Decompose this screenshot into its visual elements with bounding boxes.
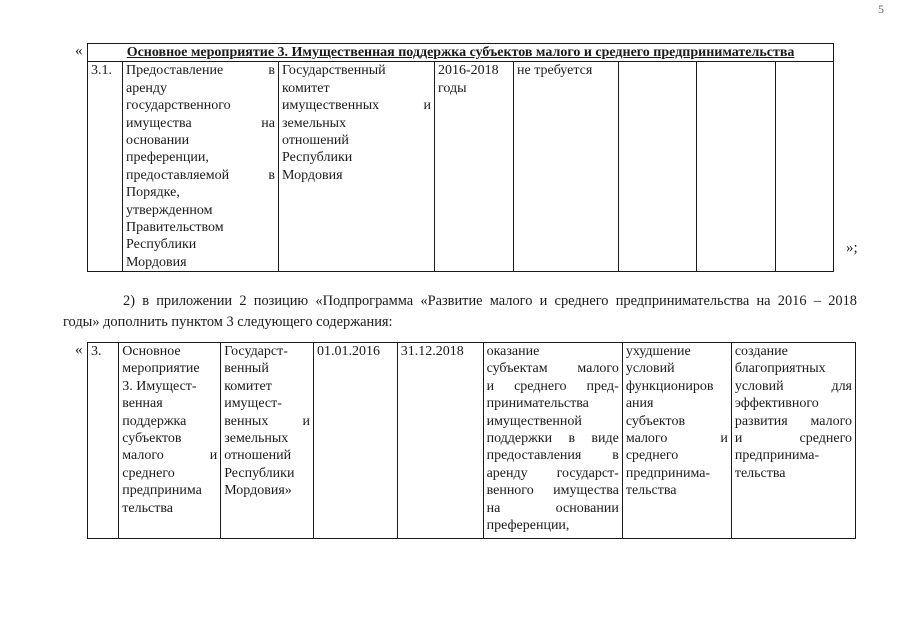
- empty-cell: [776, 62, 834, 272]
- table-row: [88, 343, 856, 539]
- table-row: [88, 62, 834, 272]
- paragraph-line-1: 2) в приложении 2 позицию «Подпрограмма «Развитие малого и среднего предпринимательства на 2016 – 2018: [123, 293, 857, 309]
- measure-name-cell: Предоставление в аренду государственного имущества на основании преференции, предоставляемой в Порядке, утвержденном Правительством Республики Мордовия: [123, 62, 279, 272]
- funding-cell: не требуется: [514, 62, 619, 272]
- row-number: 3.: [88, 343, 119, 539]
- page-number: 5: [878, 2, 884, 16]
- closing-quote-1: »;: [846, 240, 858, 256]
- empty-cell: [697, 62, 776, 272]
- measure-header: Основное мероприятие 3. Имущественная поддержка субъектов малого и среднего предпринимательства: [88, 44, 834, 62]
- amendment-paragraph: [63, 291, 857, 333]
- consequence-cell: ухудшение условий функциониров ания субъектов малого и среднего предпринима- тельства: [622, 343, 731, 539]
- start-date-cell: 01.01.2016: [314, 343, 398, 539]
- opening-quote-1: «: [75, 43, 83, 59]
- result-cell: оказание субъектам малого и среднего пред- принимательства имущественной поддержки в виде предоставления в аренду государст- венного имущества на основании преференции,: [483, 343, 622, 539]
- relation-cell: создание благоприятных условий для эффективного развития малого и среднего предпринима- тельства: [731, 343, 855, 539]
- paragraph-line-2: годы» дополнить пунктом 3 следующего содержания:: [63, 314, 393, 330]
- executor-cell: Государст- венный комитет имущест- венных и земельных отношений Республики Мордовия»: [221, 343, 314, 539]
- measure-name-cell: Основное мероприятие 3. Имущест- венная поддержка субъектов малого и среднего предпринима тельства: [119, 343, 221, 539]
- row-number: 3.1.: [88, 62, 123, 272]
- period-cell: 2016-2018 годы: [435, 62, 514, 272]
- subprogram-table: [87, 342, 856, 539]
- empty-cell: [619, 62, 697, 272]
- measure-table: [87, 43, 834, 272]
- opening-quote-2: «: [75, 342, 83, 358]
- executor-cell: Государственный комитет имущественных и земельных отношений Республики Мордовия: [279, 62, 435, 272]
- end-date-cell: 31.12.2018: [397, 343, 483, 539]
